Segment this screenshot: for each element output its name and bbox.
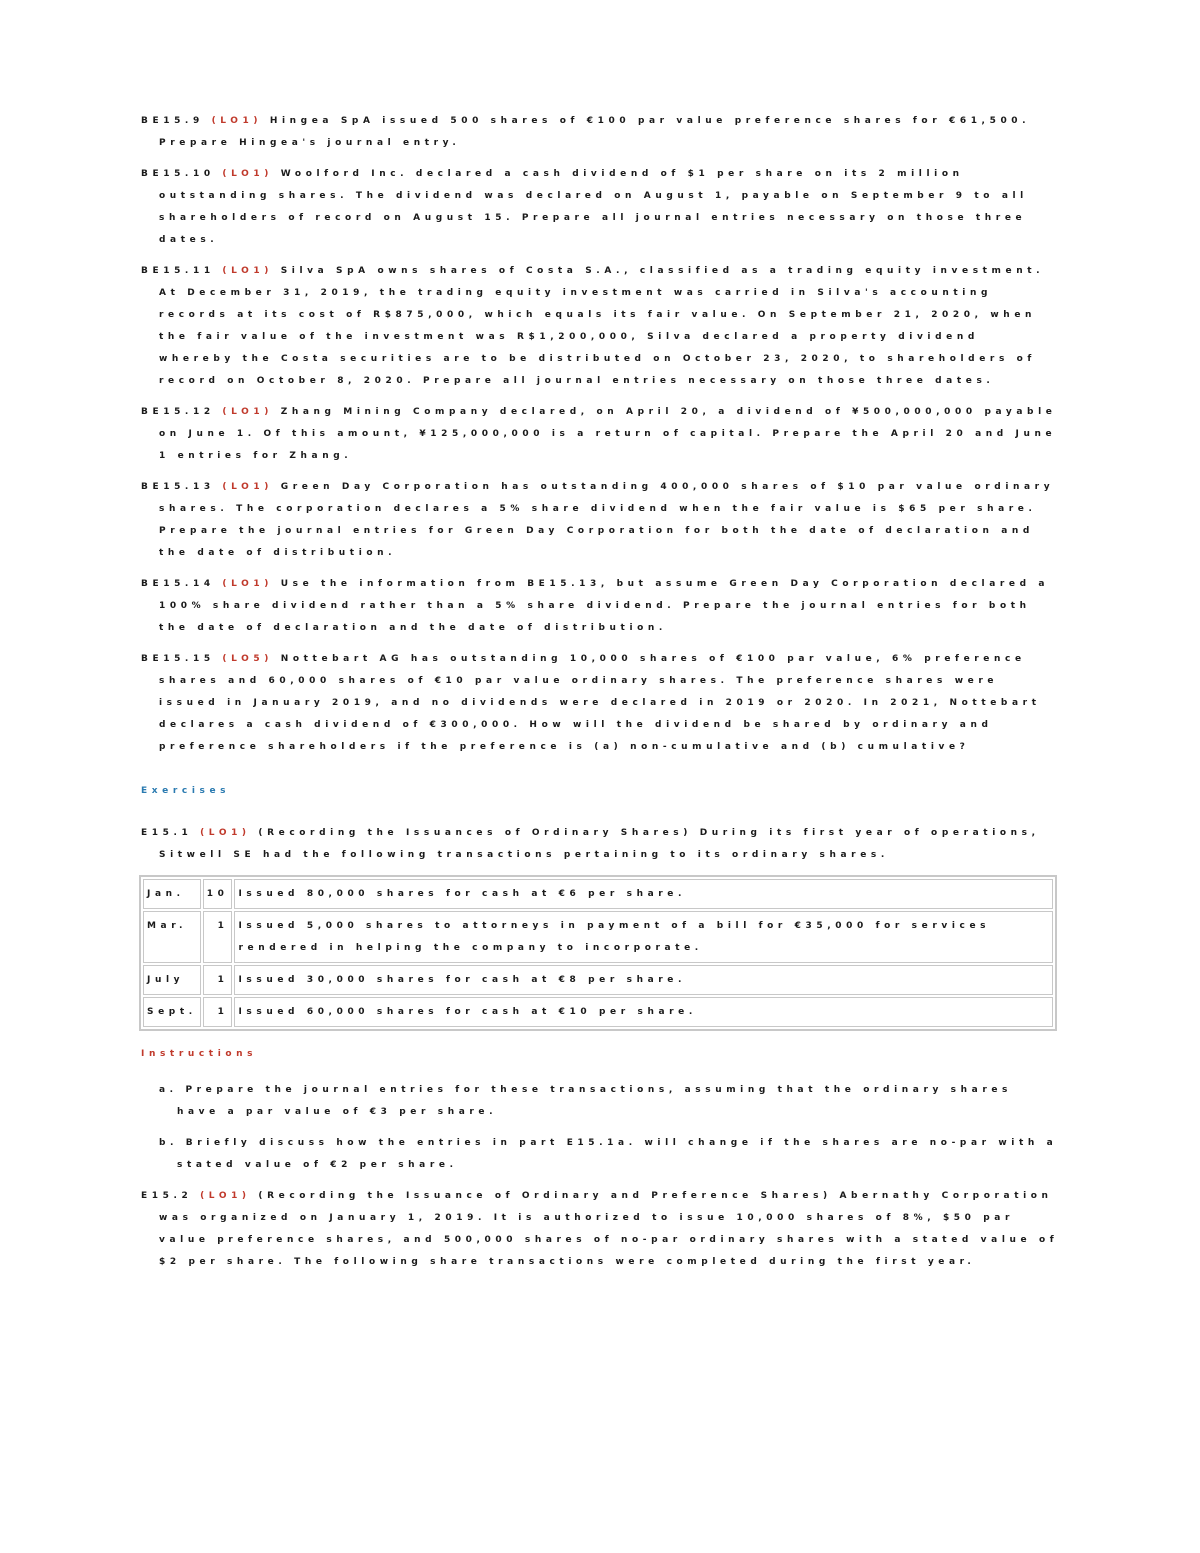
- exercise-e15-2: [141, 1185, 1061, 1273]
- document-page: [141, 110, 1061, 1282]
- exercise-be15-11: [141, 260, 1061, 392]
- exercise-id: BE15.10: [141, 169, 215, 179]
- instruction-label: a.: [159, 1085, 178, 1095]
- month-cell: July: [143, 965, 201, 995]
- month-cell: Jan.: [143, 879, 201, 909]
- exercise-be15-10: [141, 163, 1061, 251]
- exercise-id: BE15.12: [141, 407, 215, 417]
- description-cell: Issued 60,000 shares for cash at €10 per share.: [234, 997, 1053, 1027]
- learning-objective-ref: (LO5): [222, 654, 273, 664]
- table-row: [143, 911, 1053, 963]
- exercise-text: Woolford Inc. declared a cash dividend of $1 per share on its 2 million outstanding shares. The dividend was declared on August 1, payable on September 9 to all shareholders of record on August 15. Prepare all journal entries necessary on those three dates.: [159, 169, 1028, 245]
- learning-objective-ref: (LO1): [200, 1191, 251, 1201]
- exercise-be15-12: [141, 401, 1061, 467]
- day-cell: 1: [203, 911, 233, 963]
- exercise-id: BE15.13: [141, 482, 215, 492]
- month-cell: Mar.: [143, 911, 201, 963]
- description-cell: Issued 5,000 shares to attorneys in payment of a bill for €35,000 for services rendered in helping the company to incorporate.: [234, 911, 1053, 963]
- exercise-be15-13: [141, 476, 1061, 564]
- exercise-text: Green Day Corporation has outstanding 400,000 shares of $10 par value ordinary shares. The corporation declares a 5% share dividend when the fair value is $65 per share. Prepare the journal entries for Green Day Corporation for both the date of declaration and the date of distribution.: [159, 482, 1055, 558]
- exercise-be15-14: [141, 573, 1061, 639]
- month-cell: Sept.: [143, 997, 201, 1027]
- learning-objective-ref: (LO1): [222, 407, 273, 417]
- description-cell: Issued 30,000 shares for cash at €8 per share.: [234, 965, 1053, 995]
- exercise-id: BE15.15: [141, 654, 215, 664]
- table-row: [143, 879, 1053, 909]
- exercise-be15-9: [141, 110, 1061, 154]
- learning-objective-ref: (LO1): [222, 482, 273, 492]
- exercise-text: Use the information from BE15.13, but assume Green Day Corporation declared a 100% share dividend rather than a 5% share dividend. Prepare the journal entries for both the date of declaration and the date of distribution.: [159, 579, 1050, 633]
- exercise-text: (Recording the Issuances of Ordinary Shares) During its first year of operations, Sitwell SE had the following transactions pertaining to its ordinary shares.: [159, 828, 1040, 860]
- learning-objective-ref: (LO1): [211, 116, 263, 126]
- day-cell: 1: [203, 965, 233, 995]
- exercise-text: (Recording the Issuance of Ordinary and Preference Shares) Abernathy Corporation was organized on January 1, 2019. It is authorized to issue 10,000 shares of 8%, $50 par value preference shares, and 500,000 shares of no-par ordinary shares with a stated value of $2 per share. The following share transactions were completed during the first year.: [159, 1191, 1059, 1267]
- exercise-text: Zhang Mining Company declared, on April 20, a dividend of ¥500,000,000 payable on June 1. Of this amount, ¥125,000,000 is a return of capital. Prepare the April 20 and June 1 entries for Zhang.: [159, 407, 1057, 461]
- exercise-be15-15: [141, 648, 1061, 758]
- instruction-label: b.: [159, 1138, 179, 1148]
- table-row: [143, 997, 1053, 1027]
- exercise-id: BE15.9: [141, 116, 204, 126]
- instruction-item-b: [141, 1132, 1061, 1176]
- learning-objective-ref: (LO1): [222, 169, 273, 179]
- exercise-text: Hingea SpA issued 500 shares of €100 par value preference shares for €61,500. Prepare Hingea's journal entry.: [159, 116, 1031, 148]
- learning-objective-ref: (LO1): [200, 828, 251, 838]
- exercise-text: Silva SpA owns shares of Costa S.A., classified as a trading equity investment. At December 31, 2019, the trading equity investment was carried in Silva's accounting records at its cost of R$875,000, which equals its fair value. On September 21, 2020, when the fair value of the investment was R$1,200,000, Silva declared a property dividend whereby the Costa securities are to be distributed on October 23, 2020, to shareholders of record on October 8, 2020. Prepare all journal entries necessary on those three dates.: [159, 266, 1045, 386]
- instructions-heading: Instructions: [141, 1049, 258, 1059]
- instruction-item-a: [141, 1079, 1061, 1123]
- table-row: [143, 965, 1053, 995]
- day-cell: 1: [203, 997, 233, 1027]
- learning-objective-ref: (LO1): [222, 579, 273, 589]
- instruction-text: Briefly discuss how the entries in part E15.1a. will change if the shares are no-par with a stated value of €2 per share.: [177, 1138, 1058, 1170]
- exercise-id: BE15.11: [141, 266, 215, 276]
- exercise-id: E15.2: [141, 1191, 193, 1201]
- description-cell: Issued 80,000 shares for cash at €6 per share.: [234, 879, 1053, 909]
- exercise-text: Nottebart AG has outstanding 10,000 shares of €100 par value, 6% preference shares and 60,000 shares of €10 par value ordinary shares. The preference shares were issued in January 2019, and no dividends were declared in 2019 or 2020. In 2021, Nottebart declares a cash dividend of €300,000. How will the dividend be shared by ordinary and preference shareholders if the preference is (a) non-cumulative and (b) cumulative?: [159, 654, 1041, 752]
- learning-objective-ref: (LO1): [222, 266, 273, 276]
- exercise-id: BE15.14: [141, 579, 215, 589]
- exercises-heading: Exercises: [141, 786, 231, 796]
- exercise-e15-1: [141, 822, 1061, 866]
- exercise-id: E15.1: [141, 828, 193, 838]
- transactions-table: [139, 875, 1057, 1031]
- day-cell: 10: [203, 879, 233, 909]
- instruction-text: Prepare the journal entries for these transactions, assuming that the ordinary shares have a par value of €3 per share.: [177, 1085, 1013, 1117]
